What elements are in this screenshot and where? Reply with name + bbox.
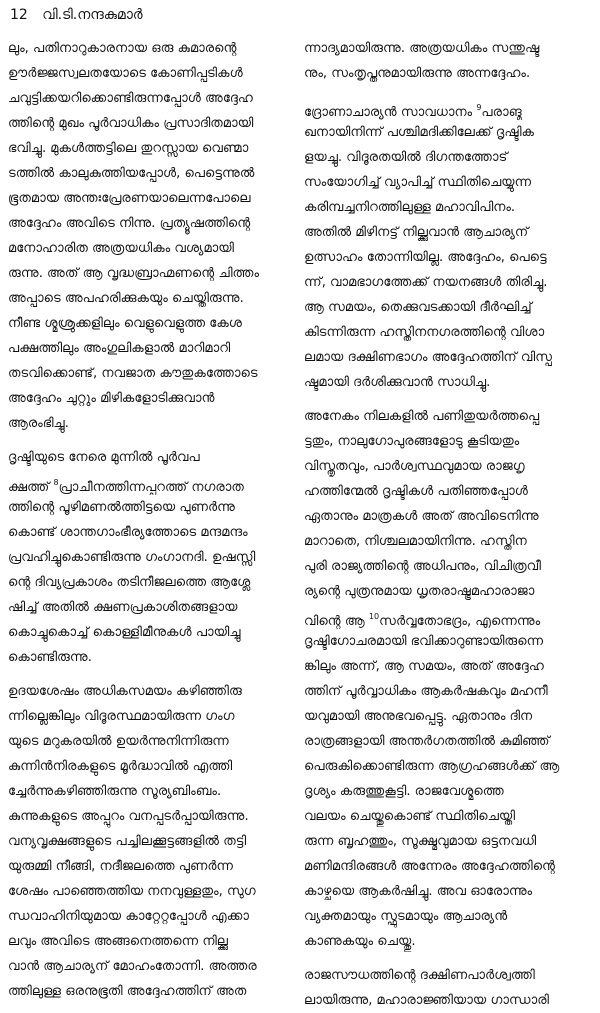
text-line: ഷ്ടമായി ദർശിക്കുവാൻ സാധിച്ചു. — [304, 375, 491, 390]
text-line: തടവിക്കൊണ്ട്, നവജാത കൗതുകത്തോടെ — [8, 366, 258, 381]
text-line: ദൃഷ്ടിയുടെ നേരെ മുന്നിൽ പൂർവപ — [8, 450, 200, 465]
text-line: കിടന്നിരുന്ന ഹസ്തിനനഗരത്തിന്റെ വിശാ — [304, 325, 545, 340]
text-line: ത്തിന് പൂർവ്വാധികം ആകർഷകവും മഹനീ — [304, 684, 548, 699]
paragraph — [8, 445, 298, 670]
text-line: ങ്കിലും അന്ന്, ആ സമയം, അത് അദ്ദേഹ — [304, 659, 544, 674]
paragraph — [304, 963, 594, 1013]
text-line: മണിമന്ദിരങ്ങൾ അന്നേരം അദ്ദേഹത്തിന്റെ — [304, 859, 556, 874]
footnote-marker: 8 — [53, 478, 59, 487]
text-line: പക്ഷത്തിലും അംഗുലികളാൽ മാറിമാറി — [8, 341, 231, 356]
right-column — [304, 36, 594, 1013]
text-line: ദൃഷ്ടിഗോചരമായി ഭവിക്കാറുണ്ടായിരുന്നെ — [304, 634, 544, 649]
text-line: ശേഷം പാഞ്ഞെത്തിയ നനവുള്ളതും, സുഗ — [8, 884, 256, 899]
paragraph-gap — [304, 86, 594, 95]
text-line: ദൃശ്യം കരുത്തുകൂട്ടി. രാജവേശ്മത്തെ — [304, 784, 504, 799]
text-line: ലവും അവിടെ അങ്ങനെത്തന്നെ നില്ക്കു — [8, 934, 228, 949]
text-line: ത്തിലുള്ള ഒരനുഭൂതി അദ്ദേഹത്തിന് അത — [8, 984, 247, 999]
paragraph — [304, 36, 594, 86]
text-line: ഖനായിനിന്ന് പശ്ചിമദിക്കിലേക്ക് ദൃഷ്ടിക — [304, 125, 535, 140]
text-line: ലും, പതിനാറുകാരനായ ഒരു കുമാരന്റെ — [8, 41, 237, 56]
text-line: കുന്നിൻനിരകളുടെ മൂർദ്ധാവിൽ എത്തി — [8, 759, 233, 774]
text-line: ന്ധവാഹിനിയുമായ കാറ്റേറ്റപ്പോൾ എക്കാ — [8, 909, 250, 924]
paragraph-gap — [8, 670, 298, 679]
text-line: ഉദയശേഷം അധികസമയം കഴിഞ്ഞിരു — [8, 684, 242, 699]
text-line: പ്രവഹിച്ചുകൊണ്ടിരുന്നു ഗംഗാനദി. ഉഷസ്സി — [8, 550, 256, 565]
text-line: ട്ടതും, നാലുഗോപുരങ്ങളോടു കൂടിയതും — [304, 434, 520, 449]
text-line: മാറാതെ, നിശ്ചലമായിനിന്നു. ഹസ്തിന — [304, 534, 527, 549]
text-line: വാൻ ആചാര്യന് മോഹംതോന്നി. അത്തര — [8, 959, 257, 974]
text-line: യവുമായി അനുഭവപ്പെട്ടു. ഏതാനും ദിന — [304, 709, 533, 724]
text-line: ടത്തിൽ കാലുകുത്തിയപ്പോൾ, പെട്ടെന്നുൽ — [8, 166, 255, 181]
text-line: ഊർജ്ജസ്വലതയോടെ കോണിപ്പടികൾ — [8, 66, 243, 81]
text-line: രുന്നു. അത് ആ വൃദ്ധബ്രാഹ്മണന്റെ ചിത്തം — [8, 266, 260, 281]
text-line: അനേകം നിലകളിൽ പണിതുയർത്തപ്പെ — [304, 409, 540, 424]
paragraph — [8, 679, 298, 1004]
text-line: ഭവിച്ചു. മുകൾത്തട്ടിലെ തുറസ്സായ വെണ്മാ — [8, 141, 249, 156]
text-line: പെരുകിക്കൊണ്ടിരുന്ന ആഗ്രഹങ്ങൾക്ക് ആ — [304, 759, 560, 774]
text-line: ക്ഷത്ത് $^8$പ്രാചീനത്തിന്നപ്പുറത്ത് നഗരാത — [8, 478, 244, 495]
text-line: കൊണ്ടിരുന്നു. — [8, 650, 92, 665]
text-line: ത്തിന്റെ പൂഴിമണൽത്തിട്ടയെ പുണർന്നു — [8, 500, 235, 515]
text-line: വിന്റെ ആ $^{10}$സർവ്വതോഭദ്രം, എന്നെന്നും — [304, 612, 541, 629]
text-line: ആ സമയം, തെക്കുവടക്കായി ദീർഘിച്ച് — [304, 300, 532, 315]
text-line: രാജസൗധത്തിന്റെ ദക്ഷിണപാർശ്വത്തി — [304, 968, 535, 983]
text-line: കരിമ്പച്ചനിറത്തിലുള്ള മഹാവിപിനം. — [304, 200, 516, 215]
paragraph-gap — [304, 395, 594, 404]
text-line: രുന്ന ബൃഹത്തും, സൂക്ഷ്മവുമായ ഒട്ടനവധി — [304, 834, 537, 849]
text-line: ആരംഭിച്ചു. — [8, 416, 69, 431]
text-line: വലയം ചെയ്തുകൊണ്ട് സ്ഥിതിചെയ്തി — [304, 809, 516, 824]
text-line: ഷിച്ച് അതിൽ ക്ഷണപ്രകാശിതങ്ങളായ — [8, 600, 238, 615]
text-line: ത്തിന്റെ മുഖം പൂർവാധികം പ്രസാദിതമായി — [8, 116, 254, 131]
text-line: ദ്രോണാചാര്യൻ സാവധാനം $^9$പരാങ്മു — [304, 103, 522, 120]
text-line: കൊച്ചുകൊച്ച് കൊള്ളിമീനുകൾ പായിച്ചു — [8, 625, 241, 640]
text-line: പുരി രാജ്യത്തിന്റെ അധിപനും, വിചിത്രവീ — [304, 559, 541, 574]
text-line: അതിൽ മിഴിനട്ട് നില്ക്കുവാൻ ആചാര്യന് — [304, 225, 529, 240]
left-column — [8, 36, 298, 1004]
text-line: വിസ്തൃതവും, പാർശ്വസ്ഥവുമായ രാജഗൃ — [304, 459, 525, 474]
page-number: 12 — [10, 7, 28, 23]
text-line: ഏതാനും മാത്രകൾ അത് അവിടെനിന്നു — [304, 509, 539, 524]
text-line: കാണുകയും ചെയ്തു. — [304, 934, 416, 949]
paragraph-gap — [304, 954, 594, 963]
footnote-marker: 10 — [368, 612, 380, 621]
text-line: ച്ചേർന്നുകഴിഞ്ഞിരുന്നു സൂര്യബിംബം. — [8, 784, 222, 799]
text-line: കുന്നുകളുടെ അപ്പുറം വനപ്പടർപ്പായിരുന്നു. — [8, 809, 249, 824]
text-line: ന്ന്, വാമഭാഗത്തേക്ക് നയനങ്ങൾ തിരിച്ചു. — [304, 275, 548, 290]
text-line: യുടെ മറുകരയിൽ ഉയർന്നുനിന്നിരുന്ന — [8, 734, 229, 749]
text-line: നീണ്ട ശ്മശ്രുക്കളിലും വെളുവെളുത്ത കേശ — [8, 316, 243, 331]
text-line: ന്നില്ലെങ്കിലും വിദൂരസ്ഥമായിരുന്ന ഗംഗ — [8, 709, 235, 724]
paragraph — [304, 404, 594, 954]
text-line: യുരുമ്മി നീങ്ങി, നദീജലത്തെ പുണർന്ന — [8, 859, 233, 874]
text-line: ഭൂതമായ അന്തഃപ്രേരണയാലെന്നപോലെ — [8, 191, 251, 206]
text-line: ഉത്സാഹം തോന്നിയില്ല. അദ്ദേഹം, പെട്ടെ — [304, 250, 547, 265]
text-line: ളയച്ചു. വിദൂരതയിൽ ദിഗന്തത്തോട് — [304, 150, 508, 165]
text-line: ഹത്തിന്മേൽ ദൃഷ്ടികൾ പതിഞ്ഞപ്പോൾ — [304, 484, 528, 499]
text-line: ന്നാദ്യമായിരുന്നു. അത്രയധികം സന്തുഷ്ട — [304, 41, 540, 56]
page-header — [10, 6, 143, 24]
text-line: നും, സംതൃപ്തനുമായിരുന്നു അന്നദ്ദേഹം. — [304, 66, 531, 81]
text-line: വന്യവൃക്ഷങ്ങളുടെ പച്ചിലക്കൂട്ടങ്ങളിൽ തട്ടി — [8, 834, 247, 849]
text-line: മനോഹാരിത അത്രയധികം വശ്യമായി — [8, 241, 234, 256]
paragraph-gap — [8, 436, 298, 445]
text-line: അദ്ദേഹം ചുറ്റും മിഴികളോടിക്കുവാൻ — [8, 391, 215, 406]
text-line: കൊണ്ട് ശാന്തഗാംഭീര്യത്തോടെ മന്ദമന്ദം — [8, 525, 248, 540]
text-line: കാഴ്ചയെ ആകർഷിച്ചു. അവ ഓരോന്നും — [304, 884, 533, 899]
paragraph — [8, 36, 298, 436]
text-line: അദ്ദേഹം അവിടെ നിന്നു. പ്രത്യൂഷത്തിന്റെ — [8, 216, 251, 231]
text-line: സംയോഗിച്ച് വ്യാപിച്ച് സ്ഥിതിചെയ്യുന്ന — [304, 175, 532, 190]
text-line: വ്യക്തമായും സ്ഫുടമായും ആചാര്യൻ — [304, 909, 508, 924]
text-line: ന്റെ ദിവ്യപ്രകാശം തടിനീജലത്തെ ആശ്ലേ — [8, 575, 251, 590]
running-title: വി.ടി.നന്ദകുമാർ — [42, 7, 143, 23]
text-line: ലായിരുന്നു, മഹാരാജ്ഞിയായ ഗാന്ധാരി — [304, 993, 549, 1008]
text-line: ര്യന്റെ പുത്രനുമായ ധൃതരാഷ്ട്രമഹാരാജാ — [304, 584, 535, 599]
text-line: ലമായ ദക്ഷിണഭാഗം അദ്ദേഹത്തിന് വിസ്പ — [304, 350, 553, 365]
text-line: അപ്പാടെ അപഹരിക്കുകയും ചെയ്തിരുന്നു. — [8, 291, 244, 306]
text-line: രാത്രങ്ങളായി അന്തർഗതത്തിൽ കുമിഞ്ഞ് — [304, 734, 550, 749]
paragraph — [304, 95, 594, 395]
text-line: ചവുട്ടിക്കയറിക്കൊണ്ടിരുന്നപ്പോൾ അദ്ദേഹ — [8, 91, 253, 106]
footnote-marker: 9 — [476, 103, 482, 112]
